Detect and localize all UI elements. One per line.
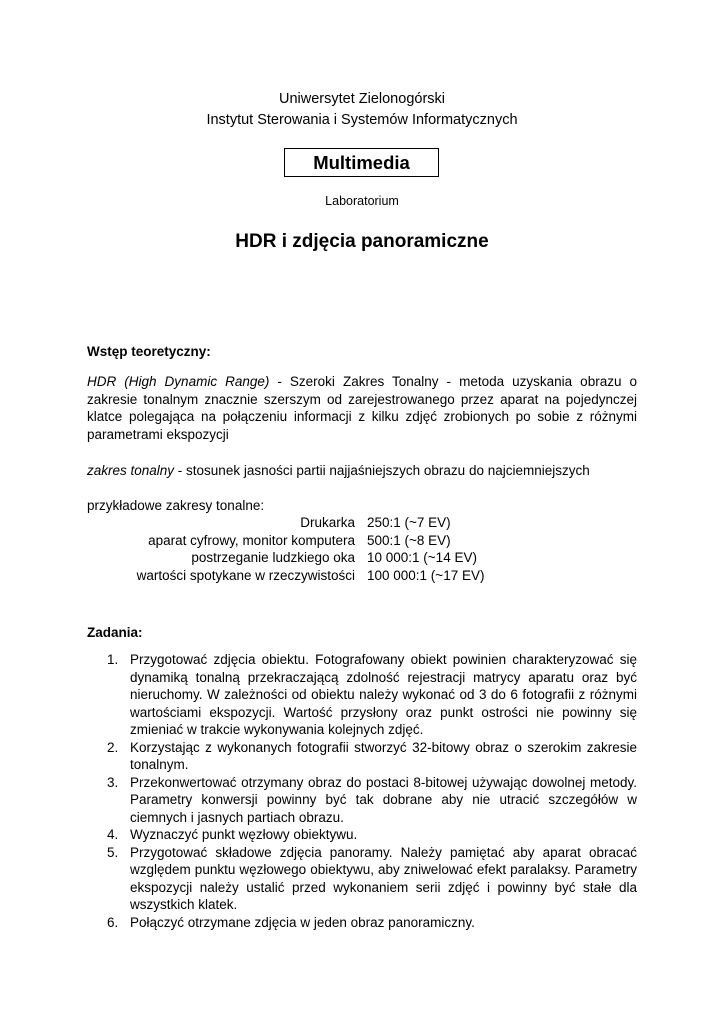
task-text: Wyznaczyć punkt węzłowy obiektywu. bbox=[130, 827, 358, 842]
list-number: 4. bbox=[107, 827, 119, 842]
table-row bbox=[87, 567, 484, 585]
course-title: Multimedia bbox=[284, 148, 439, 177]
hdr-definition-text: - Szeroki Zakres Tonalny - metoda uzyskania obrazu o zakresie tonalnym znacznie szerszym od zarejestrowanego przez aparat na pojedynczej klatce polegająca na połączeniu informacji z kilku zdjęć zrobionych po sobie z różnymi parametrami ekspozycji bbox=[87, 374, 637, 442]
list-item bbox=[87, 914, 637, 932]
course-type: Laboratorium bbox=[325, 194, 399, 208]
range-name: Drukarka bbox=[300, 515, 355, 530]
list-item bbox=[87, 826, 637, 844]
table-row bbox=[87, 532, 484, 550]
task-text: Przygotować zdjęcia obiektu. Fotografowany obiekt powinien charakteryzować się dynamiką tonalną przekraczającą zdolność rejestracji matrycy aparatu oraz być nieruchomy. W zależności od obiektu należy wykonać od 3 do 6 fotografii z różnymi wartościami ekspozycji. Wartość przysłony oraz punkt ostrości nie powinny się zmieniać w trakcie wykonywania kolejnych zdjęć. bbox=[130, 652, 637, 737]
range-name: wartości spotykane w rzeczywistości bbox=[136, 567, 355, 583]
tasks-heading: Zadania: bbox=[87, 625, 143, 640]
task-text: Korzystając z wykonanych fotografii stworzyć 32-bitowy obraz o szerokim zakresie tonalnym. bbox=[130, 739, 637, 772]
list-number: 3. bbox=[107, 774, 119, 790]
university-name: Uniwersytet Zielonogórski bbox=[278, 91, 445, 107]
intro-heading: Wstęp teoretyczny: bbox=[87, 344, 211, 359]
range-value: 250:1 (~7 EV) bbox=[367, 515, 451, 530]
list-number: 2. bbox=[107, 739, 119, 755]
list-item bbox=[87, 651, 637, 739]
header-block bbox=[0, 89, 724, 131]
range-name: postrzeganie ludzkiego oka bbox=[191, 550, 355, 565]
range-term: zakres tonalny bbox=[87, 463, 175, 478]
table-row bbox=[87, 514, 484, 532]
task-text: Połączyć otrzymane zdjęcia w jeden obraz panoramiczny. bbox=[130, 914, 475, 930]
list-item bbox=[87, 844, 637, 914]
range-definition-text: - stosunek jasności partii najjaśniejszych obrazu do najciemniejszych bbox=[174, 463, 590, 478]
hdr-definition bbox=[87, 373, 637, 443]
institute-name: Instytut Sterowania i Systemów Informatycznych bbox=[206, 112, 518, 128]
range-name: aparat cyfrowy, monitor komputera bbox=[148, 532, 355, 548]
tasks-list bbox=[87, 651, 637, 931]
task-text: Przekonwertować otrzymany obraz do postaci 8-bitowej używając dowolnej metody. Parametry konwersji powinny być tak dobrane aby nie utracić szczegółów w ciemnych i jasnych partiach obrazu. bbox=[130, 774, 637, 825]
list-item bbox=[87, 774, 637, 827]
hdr-term: HDR (High Dynamic Range) bbox=[87, 374, 270, 389]
range-value: 500:1 (~8 EV) bbox=[367, 532, 451, 548]
list-item bbox=[87, 739, 637, 774]
list-number: 1. bbox=[107, 652, 119, 667]
examples-label: przykładowe zakresy tonalne: bbox=[87, 498, 265, 513]
table-row bbox=[87, 549, 484, 567]
range-definition bbox=[87, 462, 637, 480]
topic-title: HDR i zdjęcia panoramiczne bbox=[235, 231, 489, 252]
range-value: 100 000:1 (~17 EV) bbox=[367, 567, 485, 583]
list-number: 6. bbox=[107, 914, 119, 930]
tonal-ranges-table bbox=[87, 514, 484, 584]
range-value: 10 000:1 (~14 EV) bbox=[367, 550, 477, 565]
list-number: 5. bbox=[107, 844, 119, 860]
task-text: Przygotować składowe zdjęcia panoramy. Należy pamiętać aby aparat obracać względem punktu węzłowego obiektywu, aby zniwelować efekt paralaksy. Parametry ekspozycji należy ustalić przed wykonaniem serii zdjęć i powinny być stałe dla wszystkich klatek. bbox=[130, 844, 637, 912]
